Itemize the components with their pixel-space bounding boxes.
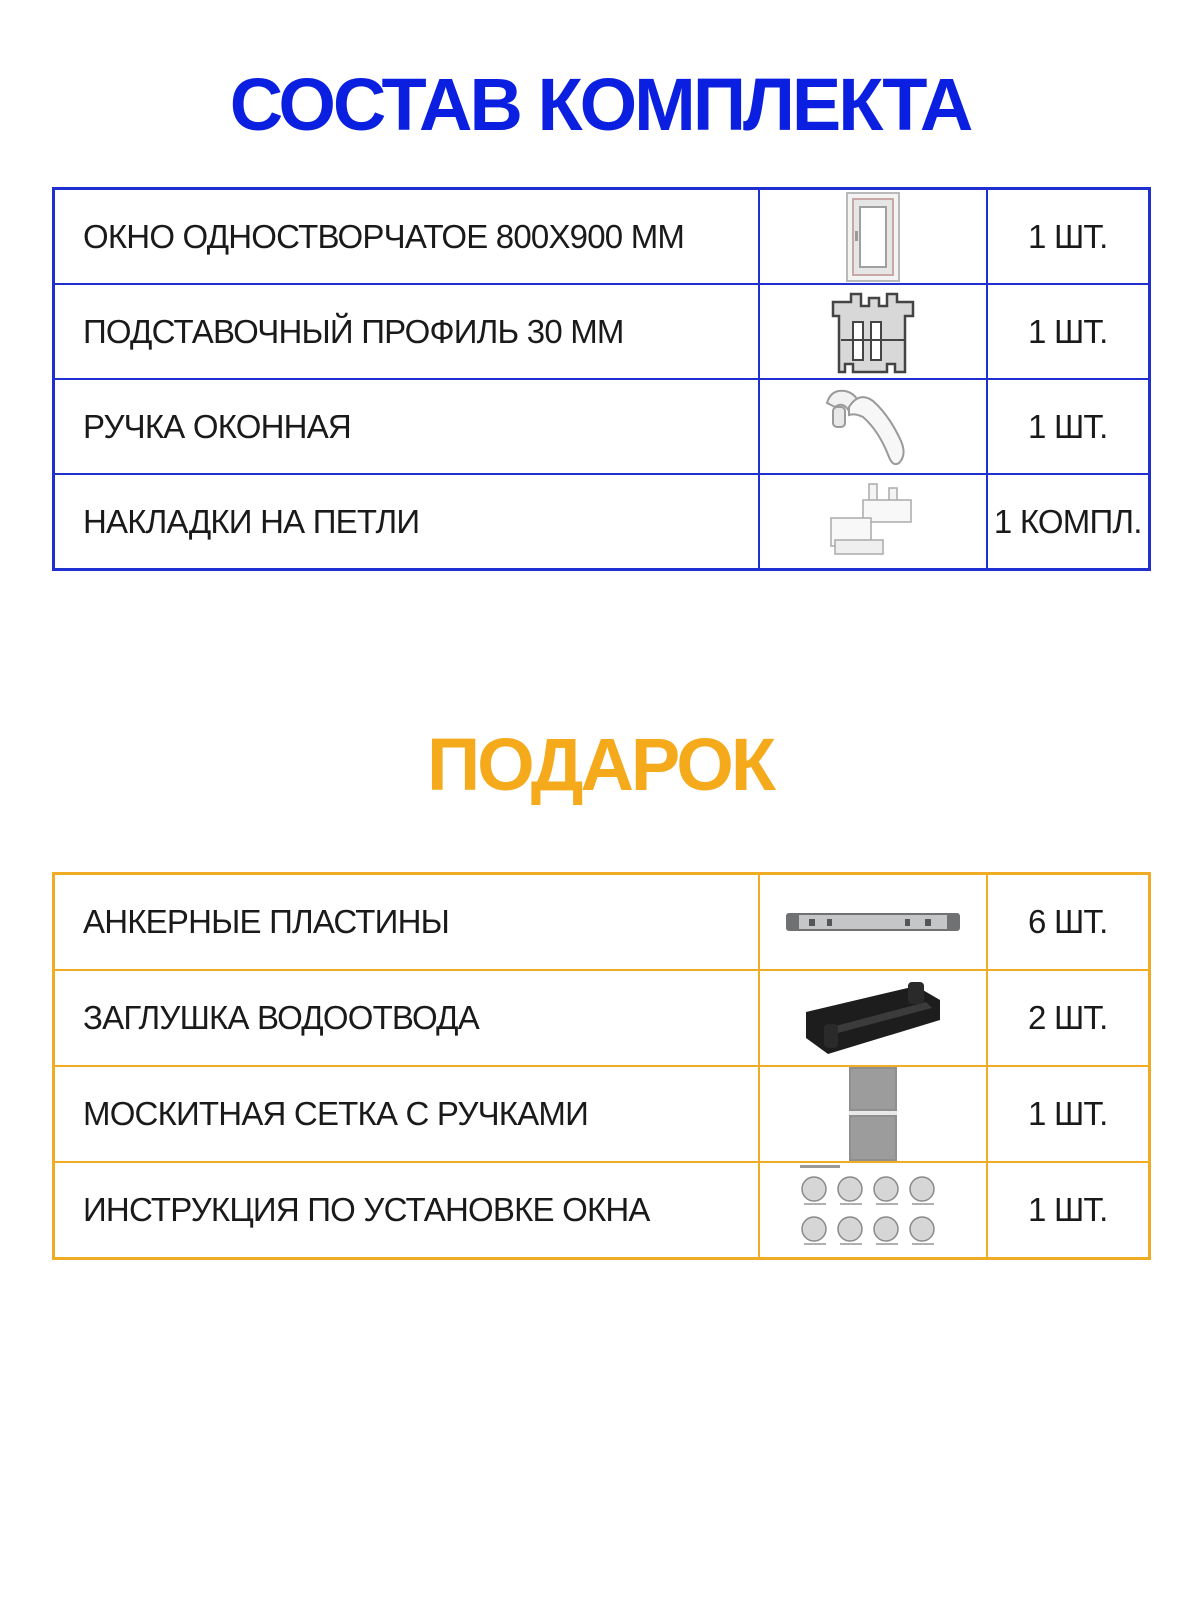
mosquito-net-image	[759, 1066, 987, 1162]
hinge-covers-image	[759, 474, 987, 570]
item-name: ОКНО ОДНОСТВОРЧАТОЕ 800Х900 ММ	[54, 189, 759, 285]
handle-image	[759, 379, 987, 474]
item-qty: 1 ШТ.	[987, 1162, 1150, 1259]
profile-image	[759, 284, 987, 379]
item-name: ПОДСТАВОЧНЫЙ ПРОФИЛЬ 30 ММ	[54, 284, 759, 379]
item-qty: 1 ШТ.	[987, 189, 1150, 285]
instruction-image	[759, 1162, 987, 1259]
kit-title: СОСТАВ КОМПЛЕКТА	[229, 63, 971, 146]
item-qty: 6 ШТ.	[987, 874, 1150, 971]
item-qty: 2 ШТ.	[987, 970, 1150, 1066]
window-image	[759, 189, 987, 285]
gift-title: ПОДАРОК	[426, 723, 774, 806]
item-name: ИНСТРУКЦИЯ ПО УСТАНОВКЕ ОКНА	[54, 1162, 759, 1259]
item-qty: 1 ШТ.	[987, 284, 1150, 379]
item-name: АНКЕРНЫЕ ПЛАСТИНЫ	[54, 874, 759, 971]
item-name: РУЧКА ОКОННАЯ	[54, 379, 759, 474]
table-row	[54, 474, 1150, 570]
table-row	[54, 970, 1150, 1066]
item-name: НАКЛАДКИ НА ПЕТЛИ	[54, 474, 759, 570]
table-row	[54, 1066, 1150, 1162]
anchor-plate-image	[759, 874, 987, 971]
item-name: ЗАГЛУШКА ВОДООТВОДА	[54, 970, 759, 1066]
item-qty: 1 ШТ.	[987, 1066, 1150, 1162]
table-row	[54, 874, 1150, 971]
gift-table	[52, 872, 1151, 1260]
table-row	[54, 379, 1150, 474]
drain-cap-image	[759, 970, 987, 1066]
table-row	[54, 1162, 1150, 1259]
table-row	[54, 284, 1150, 379]
kit-table	[52, 187, 1151, 571]
item-qty: 1 ШТ.	[987, 379, 1150, 474]
table-row	[54, 189, 1150, 285]
item-qty: 1 КОМПЛ.	[987, 474, 1150, 570]
item-name: МОСКИТНАЯ СЕТКА С РУЧКАМИ	[54, 1066, 759, 1162]
